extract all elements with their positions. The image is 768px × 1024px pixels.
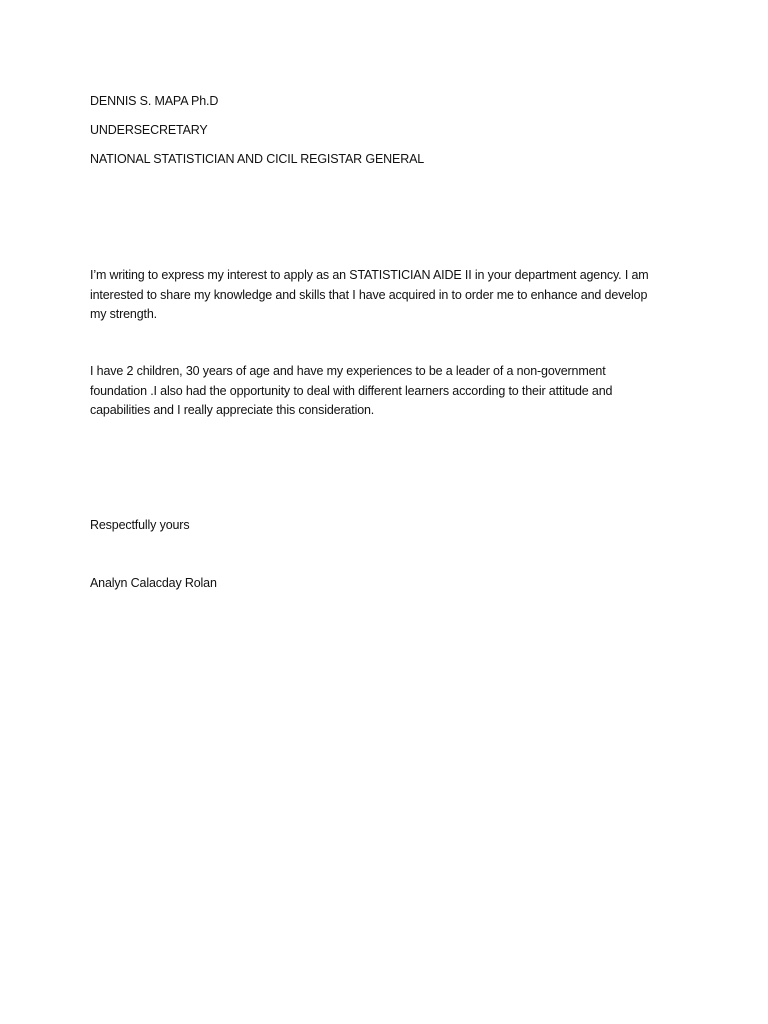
paragraph-line: I’m writing to express my interest to apply as an STATISTICIAN AIDE II in your department agency. I am (90, 268, 649, 282)
recipient-office: NATIONAL STATISTICIAN AND CICIL REGISTAR GENERAL (90, 152, 425, 166)
recipient-name: DENNIS S. MAPA Ph.D (90, 94, 219, 108)
recipient-title: UNDERSECRETARY (90, 123, 208, 137)
paragraph-line: capabilities and I really appreciate this consideration. (90, 403, 375, 417)
closing-salutation: Respectfully yours (90, 518, 190, 532)
body-paragraph-2 (90, 362, 690, 421)
paragraph-line: my strength. (90, 307, 157, 321)
paragraph-line: interested to share my knowledge and skills that I have acquired in to order me to enhance and develop (90, 287, 648, 302)
signature-name: Analyn Calacday Rolan (90, 576, 217, 590)
body-paragraph-1 (90, 266, 690, 325)
paragraph-line: foundation .I also had the opportunity to deal with different learners according to their attitude and (90, 383, 613, 398)
paragraph-line: I have 2 children, 30 years of age and have my experiences to be a leader of a non-government (90, 364, 606, 378)
